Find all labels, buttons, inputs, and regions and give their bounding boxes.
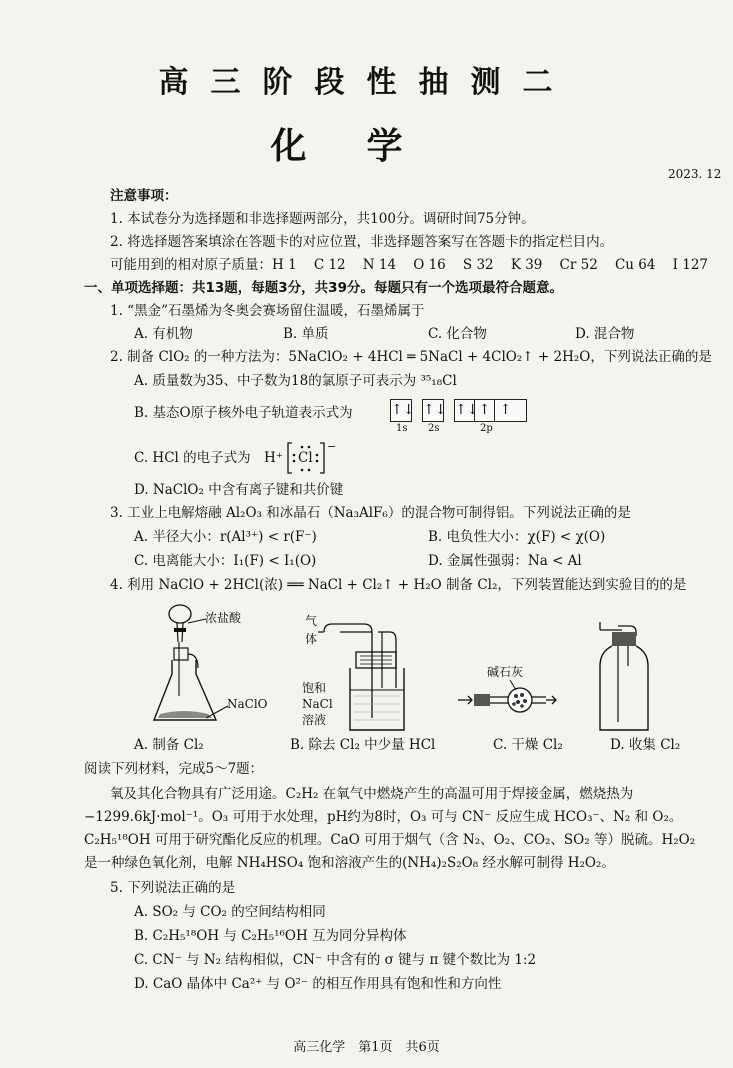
- label-gas-1: 气: [305, 614, 318, 628]
- q3-option-b: B. 电负性大小：χ(F) < χ(O): [428, 529, 606, 545]
- q2-option-b: B. 基态O原子核外电子轨道表示式为: [134, 405, 353, 421]
- reading-line-1: 氧及其化合物具有广泛用途。C₂H₂ 在氧气中燃烧产生的高温可用于焊接金属，燃烧热为: [110, 786, 634, 802]
- q2-option-a: A. 质量数为35、中子数为18的氯原子可表示为 ³⁵₁₈Cl: [134, 373, 457, 389]
- label-soda-lime: 碱石灰: [487, 665, 524, 679]
- electron-formula-charge: −: [327, 440, 337, 453]
- q4-stem: 4. 利用 NaClO + 2HCl(浓) ══ NaCl + Cl₂↑ + H₂O 制备 Cl₂，下列装置能达到实验目的的是: [110, 577, 687, 593]
- q5-option-d: D. CaO 晶体中 Ca²⁺ 与 O²⁻ 的相互作用具有饱和性和方向性: [134, 976, 502, 992]
- q4-option-b: B. 除去 Cl₂ 中少量 HCl: [290, 737, 436, 753]
- orbital-label-2s: 2s: [428, 423, 440, 434]
- q5-option-c: C. CN⁻ 与 N₂ 结构相似，CN⁻ 中含有的 σ 键与 π 键个数比为 1:2: [134, 952, 537, 968]
- q5-option-b: B. C₂H₅¹⁸OH 与 C₂H₅¹⁶OH 互为同分异构体: [134, 928, 407, 944]
- reading-line-4: 是一种绿色氧化剂，电解 NH₄HSO₄ 饱和溶液产生的(NH₄)₂S₂O₈ 经水解可制得 H₂O₂。: [84, 855, 615, 871]
- label-saturated: 饱和: [302, 681, 327, 695]
- q3-option-d: D. 金属性强弱：Na < Al: [428, 553, 582, 569]
- q1-option-a: A. 有机物: [134, 326, 193, 342]
- label-conc-hcl: 浓盐酸: [205, 611, 242, 625]
- orbital-label-1s: 1s: [396, 423, 408, 434]
- orbital-2p-arrows-3: ↑: [499, 402, 512, 418]
- q2-option-c: C. HCl 的电子式为: [134, 450, 251, 466]
- pointer-line-icon: [206, 704, 230, 720]
- apparatus-c-drying-tube-icon: [458, 676, 558, 722]
- q1-option-c: C. 化合物: [428, 326, 487, 342]
- orbital-box-2s: [422, 399, 447, 422]
- apparatus-d-gas-bottle-icon: [596, 622, 652, 734]
- exam-title: 高三阶段性抽测二: [158, 65, 575, 100]
- section-heading: 一、单项选择题：共13题，每题3分，共39分。每题只有一个选项最符合题意。: [84, 280, 563, 296]
- q4-option-d: D. 收集 Cl₂: [610, 737, 681, 753]
- exam-date: 2023. 12: [668, 167, 722, 181]
- orbital-box-2p: [454, 399, 518, 422]
- q5-stem: 5. 下列说法正确的是: [110, 880, 236, 896]
- reading-line-3: C₂H₅¹⁸OH 可用于研究酯化反应的机理。CaO 可用于烟气（含 N₂、O₂、CO₂、SO₂ 等）脱硫。H₂O₂: [84, 832, 696, 848]
- q4-option-c: C. 干燥 Cl₂: [493, 737, 563, 753]
- electron-formula-cl: Cl: [298, 450, 313, 466]
- reading-intro: 阅读下列材料，完成5～7题：: [84, 761, 264, 777]
- label-solution: 溶液: [302, 713, 327, 727]
- apparatus-b-wash-bottle-icon: [318, 618, 428, 734]
- q3-stem: 3. 工业上电解熔融 Al₂O₃ 和冰晶石（Na₃AlF₆）的混合物可制得铝。下列说法正确的是: [110, 505, 631, 521]
- orbital-box-extra: [516, 399, 527, 422]
- orbital-1s-arrows: ↑↓: [391, 402, 415, 418]
- q2-option-d: D. NaClO₂ 中含有离子键和共价键: [134, 482, 344, 498]
- label-nacl: NaCl: [302, 697, 333, 711]
- atomic-masses: 可能用到的相对原子质量：H 1 C 12 N 14 O 16 S 32 K 39 Cr 52 Cu 64 I 127: [110, 257, 709, 273]
- label-gas-2: 体: [305, 632, 318, 646]
- orbital-label-2p: 2p: [480, 423, 493, 434]
- electron-formula-h: H⁺: [264, 450, 283, 466]
- q1-stem: 1. “黑金”石墨烯为冬奥会赛场留住温暖，石墨烯属于: [110, 303, 425, 319]
- subject-title: 化学: [270, 126, 463, 167]
- q3-option-c: C. 电离能大小：I₁(F) < I₁(O): [134, 553, 317, 569]
- label-naclo: NaClO: [227, 697, 268, 711]
- orbital-2s-arrows: ↑↓: [423, 402, 447, 418]
- notes-heading: 注意事项：: [110, 188, 178, 204]
- orbital-2p-arrows-2: ↑: [475, 400, 495, 421]
- q1-option-d: D. 混合物: [575, 326, 635, 342]
- reading-line-2: −1299.6kJ·mol⁻¹。O₃ 可用于水处理，pH约为8时，O₃ 可与 CN⁻ 反应生成 HCO₃⁻、N₂ 和 O₂。: [84, 809, 683, 825]
- q2-stem: 2. 制备 ClO₂ 的一种方法为：5NaClO₂ + 4HCl ═ 5NaCl + 4ClO₂↑ + 2H₂O，下列说法正确的是: [110, 349, 712, 365]
- page-footer: 高三化学 第1页 共6页: [293, 1040, 440, 1055]
- pointer-line-icon: [188, 617, 208, 627]
- q1-option-b: B. 单质: [283, 326, 329, 342]
- note-item-2: 2. 将选择题答案填涂在答题卡的对应位置，非选择题答案写在答题卡的指定栏目内。: [110, 234, 614, 250]
- q4-option-a: A. 制备 Cl₂: [134, 737, 204, 753]
- q5-option-a: A. SO₂ 与 CO₂ 的空间结构相同: [134, 904, 326, 920]
- note-item-1: 1. 本试卷分为选择题和非选择题两部分，共100分。调研时间75分钟。: [110, 211, 535, 227]
- q3-option-a: A. 半径大小：r(Al³⁺) < r(F⁻): [134, 529, 317, 545]
- orbital-box-1s: [390, 399, 415, 422]
- orbital-2p-arrows-1: ↑↓: [455, 400, 475, 421]
